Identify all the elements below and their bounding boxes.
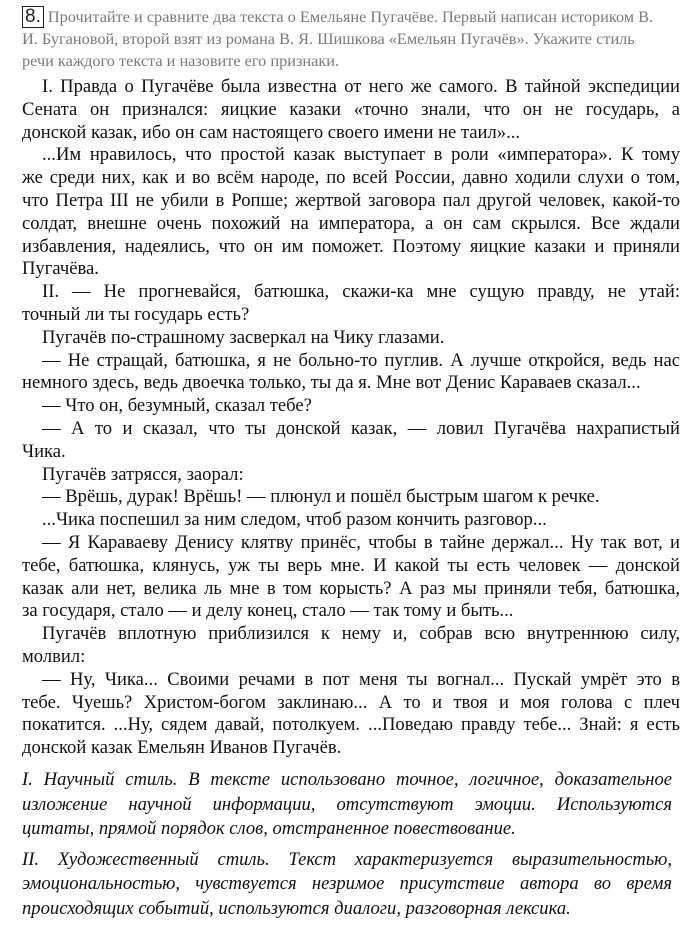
text-line: покатится. ...Ну, сядем давай, потолкуем. ...Поведаю правду тебе... Знай: я есть: [22, 714, 680, 736]
text-line: II. Художественный стиль. Текст характеризуется выразительностью,: [22, 848, 672, 870]
paragraph: [22, 486, 680, 509]
answer-paragraph: [22, 848, 672, 922]
text-body: [22, 76, 680, 760]
text-line: казак али нет, велика ль мне в том корысть? А раз мы приняли тебя, батюшка,: [22, 577, 680, 599]
paragraph: [22, 327, 680, 350]
task-number: 8.: [22, 6, 44, 28]
paragraph: [22, 281, 680, 327]
task-prompt: [22, 6, 682, 72]
text-line: цитаты, прямой порядок слов, отстраненное повествование.: [22, 818, 516, 839]
text-line: молвил:: [22, 645, 86, 667]
answer-section: [22, 768, 672, 927]
paragraph: [22, 418, 680, 464]
text-line: же среди них, как и во всём народе, по всей России, давно ходили слухи о том,: [22, 167, 680, 189]
text-line: донской казак Емельян Иванов Пугачёв.: [22, 737, 342, 759]
text-line: эмоциональностью, чувствуется незримое присутствие автора во время: [22, 873, 672, 894]
text-line: происходящих событий, используются диалоги, разговорная лексика.: [22, 897, 571, 919]
text-line: Пугачёва.: [22, 258, 99, 280]
text-line: Сената он признался: яицкие казаки «точно знали, что он не государь, а: [22, 98, 680, 120]
text-line: — Врёшь, дурак! Врёшь! — плюнул и пошёл быстрым шагом к речке.: [42, 486, 600, 508]
paragraph: [22, 76, 680, 144]
paragraph: [22, 509, 680, 532]
text-line: избавления, надеялись, что он им поможет. Поэтому яицкие казаки и приняли: [22, 235, 680, 257]
paragraph: [22, 669, 680, 760]
task-line: И. Бугановой, второй взят из романа В. Я. Шишкова «Емельян Пугачёв». Укажите стиль: [22, 29, 635, 48]
text-line: — А то и сказал, что ты донской казак, — ловил Пугачёва нахрапистый: [42, 417, 680, 439]
task-line: Прочитайте и сравните два текста о Емельяне Пугачёве. Первый написан историком В.: [47, 7, 654, 26]
paragraph: [22, 532, 680, 623]
text-line: изложение научной информации, отсутствуют эмоции. Используются: [22, 793, 672, 815]
text-line: Чика.: [22, 440, 66, 462]
paragraph: [22, 144, 680, 281]
text-line: — Что он, безумный, сказал тебе?: [42, 395, 312, 417]
text-line: тебе, батюшка, клянусь, уж ты верь мне. И какой ты есть человек — донской: [22, 554, 680, 576]
text-line: — Не стращай, батюшка, я не больно-то пуглив. А лучше откройся, ведь нас: [42, 349, 680, 371]
text-line: I. Научный стиль. В тексте использовано точное, логичное, доказательное: [22, 769, 672, 790]
text-line: Пугачёв по-страшному засверкал на Чику глазами.: [42, 326, 445, 348]
text-line: ...Чика поспешил за ним следом, чтоб разом кончить разговор...: [42, 509, 547, 531]
text-line: донской казак, ибо он сам настоящего своего имени не таил»...: [22, 121, 521, 143]
task-line: речи каждого текста и назовите его признаки.: [22, 51, 340, 70]
text-line: немного здесь, ведь двоечка только, ты да я. Мне вот Денис Караваев сказал...: [22, 372, 641, 394]
text-line: солдат, внешне очень похожий на императора, а он сам скрылся. Все ждали: [22, 212, 680, 234]
text-line: II. — Не прогневайся, батюшка, скажи-ка мне сущую правду, не утай:: [42, 281, 680, 303]
text-line: ...Им нравилось, что простой казак выступает в роли «императора». К тому: [42, 144, 680, 166]
text-line: что Петра III не убили в Ропше; жертвой заговора пал другой человек, какой-то: [22, 189, 680, 211]
text-line: I. Правда о Пугачёве была известна от него же самого. В тайной экспедиции: [42, 76, 680, 97]
text-line: тебе. Чуешь? Христом-богом заклинаю... А то и твоя и моя голова с плеч: [22, 691, 680, 713]
text-line: — Ну, Чика... Своими речами в пот меня ты вогнал... Пускай умрёт это в: [42, 668, 680, 690]
text-line: за государя, стало — и делу конец, стало — так тому и быть...: [22, 600, 514, 622]
paragraph: [22, 623, 680, 669]
answer-paragraph: [22, 768, 672, 842]
text-line: — Я Караваеву Денису клятву принёс, чтобы в тайне держал... Ну так вот, и: [42, 531, 680, 553]
paragraph: [22, 464, 680, 487]
text-line: Пугачёв затрясся, заорал:: [42, 463, 244, 485]
text-line: Пугачёв вплотную приблизился к нему и, собрав всю внутреннюю силу,: [42, 623, 680, 645]
paragraph: [22, 350, 680, 396]
text-line: точный ли ты государь есть?: [22, 303, 250, 325]
paragraph: [22, 395, 680, 418]
